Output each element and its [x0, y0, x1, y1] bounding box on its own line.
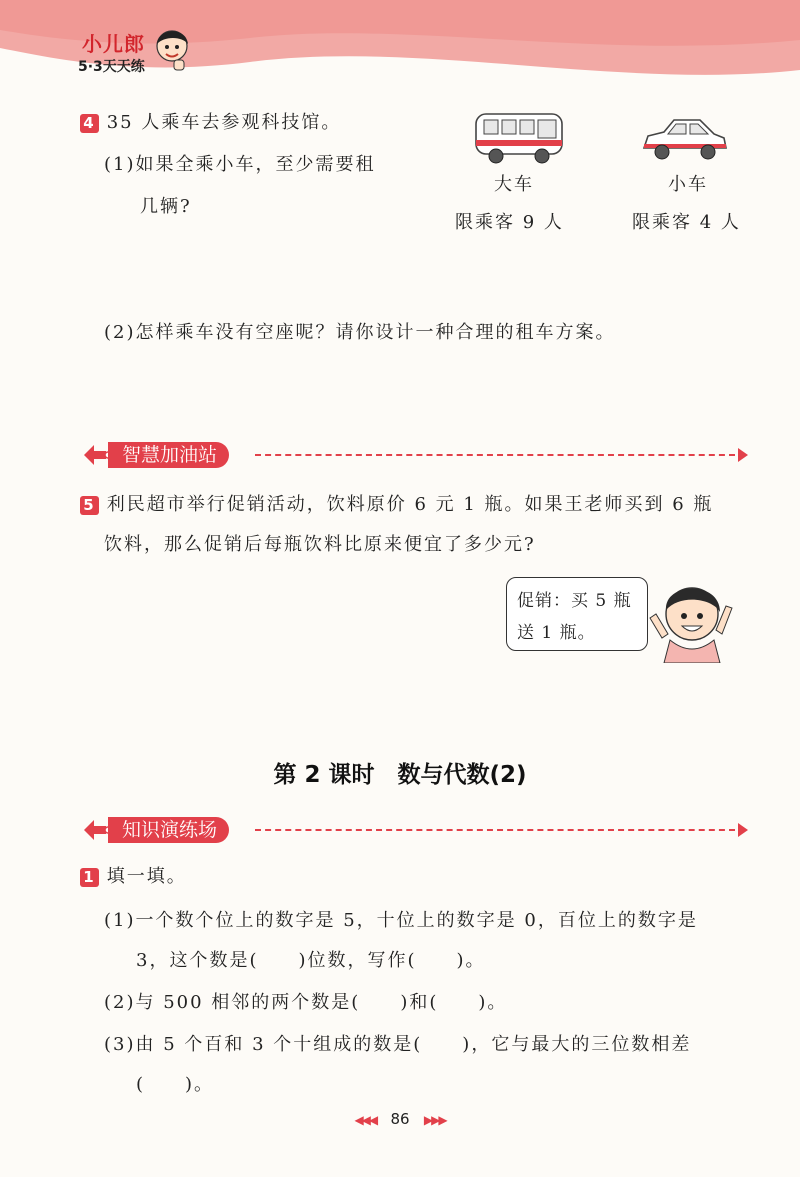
- promotion-speech-bubble: [506, 577, 648, 651]
- q4-stem-text: 35 人乘车去参观科技馆。: [106, 112, 342, 133]
- speech-line2: 送 1 瓶。: [517, 623, 596, 643]
- boy-mascot-icon: [152, 24, 192, 72]
- q1-stem-text: 填一填。: [106, 866, 187, 887]
- q1-p1-line1: (1)一个数个位上的数字是 5，十位上的数字是 0，百位上的数字是: [104, 910, 698, 931]
- section-divider: [255, 454, 735, 456]
- vehicle-large-name: 大车: [494, 174, 534, 195]
- logo-subtitle: 5·3天天练: [78, 59, 145, 75]
- vehicle-small-name: 小车: [668, 174, 708, 195]
- q4-part2: (2)怎样乘车没有空座呢？请你设计一种合理的租车方案。: [104, 322, 616, 343]
- lesson-title: 第 2 课时 数与代数(2): [273, 762, 527, 788]
- q4-part1-line1: (1)如果全乘小车，至少需要租: [104, 154, 376, 175]
- section-banner-practice: [80, 815, 750, 845]
- q5-line1-text: 利民超市举行促销活动，饮料原价 6 元 1 瓶。如果王老师买到 6 瓶: [106, 494, 714, 515]
- page-right-arrows-icon: ▶▶▶: [423, 1113, 446, 1127]
- q5-line1: [80, 490, 713, 516]
- q1-p1-line2: 3，这个数是( )位数，写作( )。: [136, 950, 486, 971]
- section-practice-label: 知识演练场: [108, 817, 229, 843]
- q1-number-badge: 1: [80, 868, 99, 887]
- section-banner-wisdom: [80, 440, 750, 470]
- q1-stem: [80, 862, 187, 888]
- section-wisdom-label: 智慧加油站: [108, 442, 229, 468]
- logo-title: 小儿郎: [82, 32, 145, 56]
- q1-p3-line1: (3)由 5 个百和 3 个十组成的数是( )，它与最大的三位数相差: [104, 1034, 692, 1055]
- q1-p3-line2: ( )。: [136, 1074, 215, 1095]
- q1-p2: (2)与 500 相邻的两个数是( )和( )。: [104, 992, 508, 1013]
- section-arrow-icon: [738, 823, 748, 837]
- boy-character-icon: [640, 568, 740, 663]
- section-divider: [255, 829, 735, 831]
- section-arrow-icon: [738, 448, 748, 462]
- car-icon: [638, 114, 730, 164]
- logo: [70, 22, 200, 92]
- q4-stem: [80, 108, 341, 134]
- q4-part1-line2: 几辆?: [140, 196, 192, 217]
- page-left-arrows-icon: ◀◀◀: [354, 1113, 377, 1127]
- page-footer: [0, 1110, 800, 1128]
- vehicle-small-capacity: 限乘客 4 人: [632, 212, 741, 233]
- vehicle-large-capacity: 限乘客 9 人: [455, 212, 564, 233]
- bus-icon: [472, 110, 568, 166]
- speech-line1: 促销：买 5 瓶: [517, 591, 632, 611]
- q4-number-badge: 4: [80, 114, 99, 133]
- q5-number-badge: 5: [80, 496, 99, 515]
- page-number: 86: [390, 1110, 410, 1128]
- q5-line2: 饮料，那么促销后每瓶饮料比原来便宜了多少元?: [104, 534, 536, 555]
